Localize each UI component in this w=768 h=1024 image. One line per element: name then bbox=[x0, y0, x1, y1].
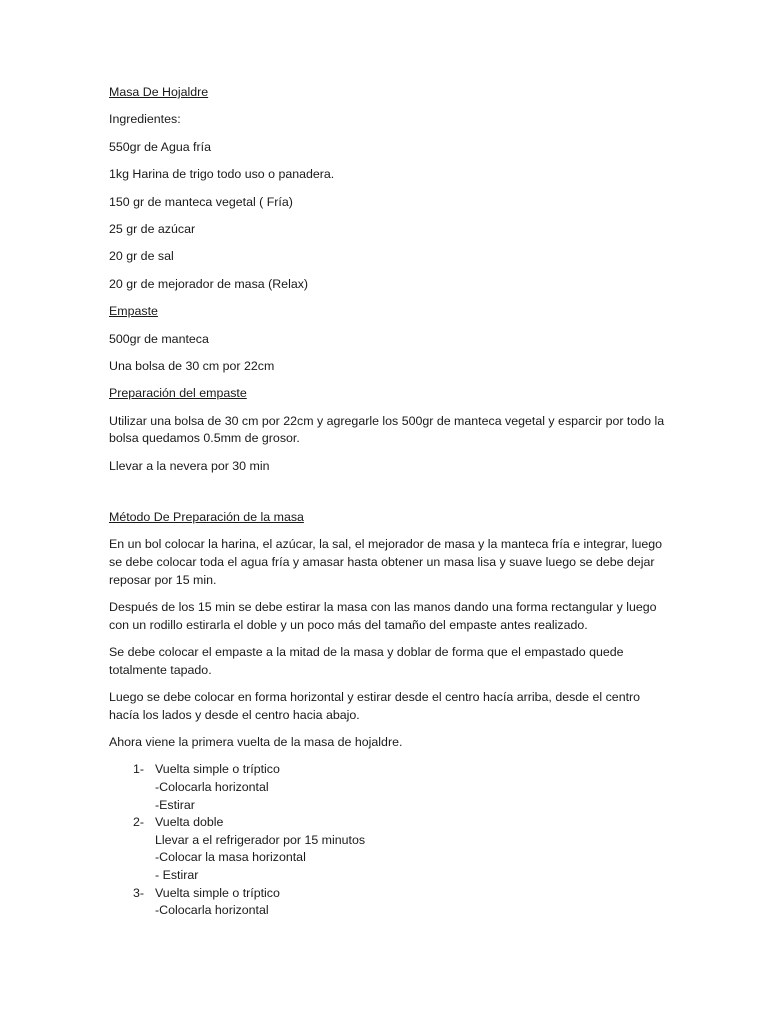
metodo-paragraph: Ahora viene la primera vuelta de la masa de hojaldre. bbox=[109, 734, 403, 749]
ingredient-line: 1kg Harina de trigo todo uso o panadera. bbox=[109, 167, 335, 182]
list-sub-line: -Colocarla horizontal bbox=[155, 903, 269, 918]
list-sub-line: -Estirar bbox=[155, 797, 195, 812]
metodo-heading: Método De Preparación de la masa bbox=[109, 510, 304, 525]
ingredient-line: 550gr de Agua fría bbox=[109, 139, 211, 154]
empaste-line: Una bolsa de 30 cm por 22cm bbox=[109, 358, 275, 373]
list-item-title: Vuelta simple o tríptico bbox=[155, 762, 280, 777]
ingredient-line: 20 gr de sal bbox=[109, 249, 174, 264]
list-sub-line: -Colocar la masa horizontal bbox=[155, 850, 306, 865]
vueltas-list bbox=[109, 761, 669, 919]
list-item bbox=[109, 885, 669, 920]
empaste-heading: Empaste bbox=[109, 304, 158, 319]
list-number: 3- bbox=[133, 885, 145, 900]
list-item bbox=[109, 814, 669, 884]
ingredient-line: 25 gr de azúcar bbox=[109, 221, 196, 236]
section-gap bbox=[109, 485, 669, 509]
metodo-paragraph: En un bol colocar la harina, el azúcar, la sal, el mejorador de masa y la manteca fría e integrar, luego se debe colocar toda el agua fría y amasar hasta obtener un masa lisa y suave luego se debe dejar reposar por 15 min. bbox=[109, 537, 663, 587]
recipe-content bbox=[109, 84, 669, 920]
prep-empaste-heading: Preparación del empaste bbox=[109, 386, 247, 401]
metodo-paragraph: Luego se debe colocar en forma horizontal y estirar desde el centro hacía arriba, desde el centro hacía los lados y desde el centro hacia abajo. bbox=[109, 690, 641, 722]
ingredient-line: 20 gr de mejorador de masa (Relax) bbox=[109, 276, 309, 291]
list-item bbox=[109, 761, 669, 814]
metodo-paragraph: Después de los 15 min se debe estirar la masa con las manos dando una forma rectangular y luego con un rodillo estirarla el doble y un poco más del tamaño del empaste antes realizado. bbox=[109, 600, 657, 632]
list-sub-line: -Colocarla horizontal bbox=[155, 779, 269, 794]
list-item-title: Vuelta doble bbox=[155, 815, 224, 830]
list-number: 1- bbox=[133, 762, 145, 777]
list-sub-line: Llevar a el refrigerador por 15 minutos bbox=[155, 832, 366, 847]
prep-empaste-paragraph: Utilizar una bolsa de 30 cm por 22cm y agregarle los 500gr de manteca vegetal y esparcir por todo la bolsa quedamos 0.5mm de grosor. bbox=[109, 413, 665, 446]
empaste-line: 500gr de manteca bbox=[109, 331, 209, 346]
metodo-paragraph: Se debe colocar el empaste a la mitad de la masa y doblar de forma que el empastado quede totalmente tapado. bbox=[109, 645, 624, 677]
ingredients-heading: Ingredientes: bbox=[109, 112, 181, 127]
prep-empaste-paragraph: Llevar a la nevera por 30 min bbox=[109, 458, 270, 473]
list-number: 2- bbox=[133, 815, 145, 830]
recipe-title: Masa De Hojaldre bbox=[109, 85, 209, 99]
list-sub-line: - Estirar bbox=[155, 867, 199, 882]
list-item-title: Vuelta simple o tríptico bbox=[155, 885, 280, 900]
ingredient-line: 150 gr de manteca vegetal ( Fría) bbox=[109, 194, 293, 209]
